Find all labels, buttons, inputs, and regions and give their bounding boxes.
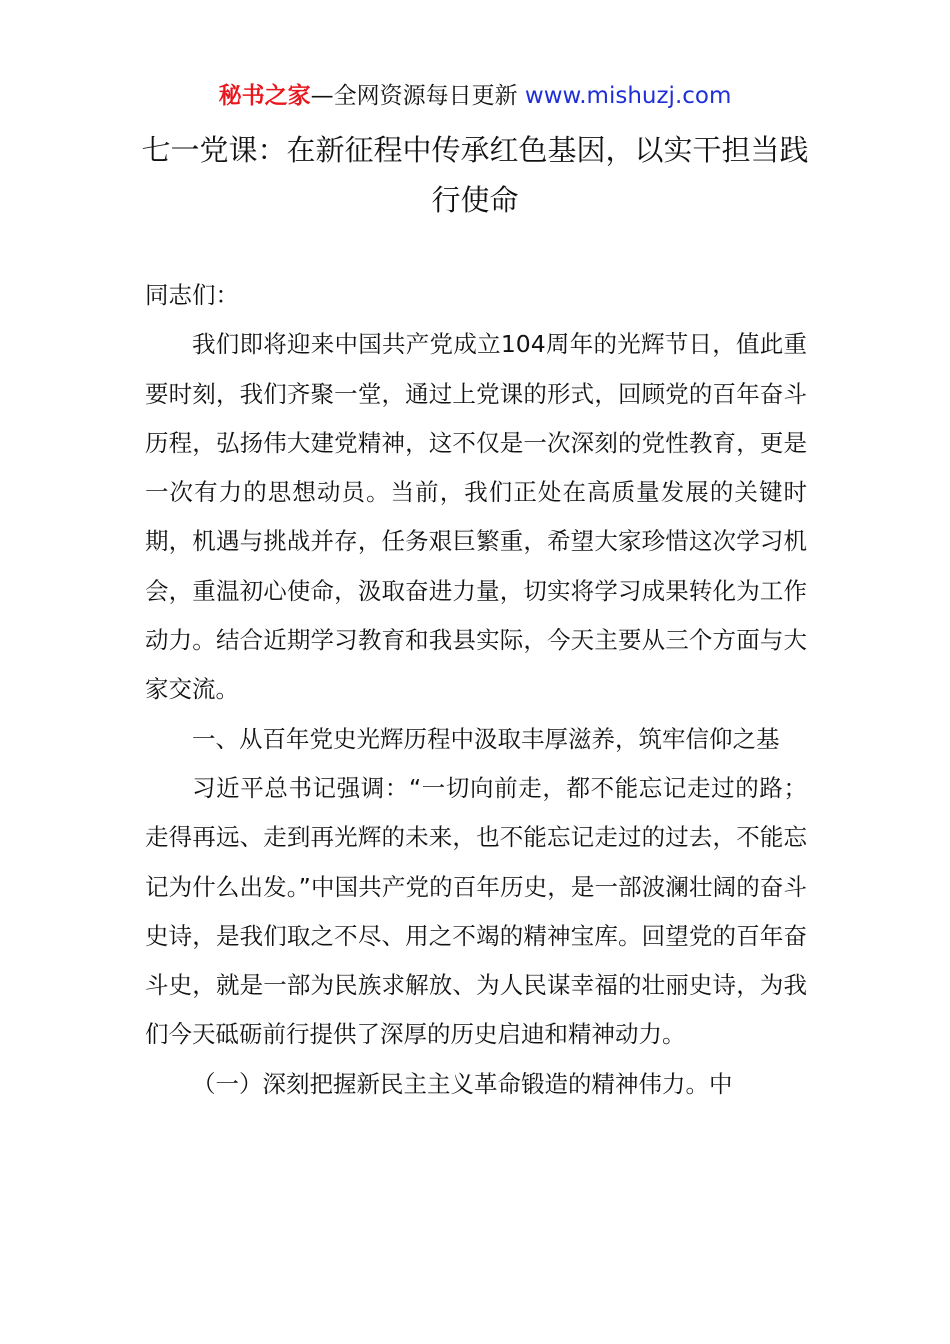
header-slogan: —全网资源每日更新 xyxy=(310,83,518,109)
salutation: 同志们： xyxy=(145,281,239,309)
site-url[interactable]: www.mishuzj.com xyxy=(524,83,732,109)
document-title: 七一党课：在新征程中传承红色基因，以实干担当践行使命 xyxy=(141,133,809,217)
document-body xyxy=(145,271,807,1109)
section-heading-1: 一、从百年党史光辉历程中汲取丰厚滋养，筑牢信仰之基 xyxy=(192,724,780,753)
subsection-heading-1: （一）深刻把握新民主主义革命锻造的精神伟力。中 xyxy=(192,1069,733,1098)
paragraph-section-1: 习近平总书记强调：“一切向前走，都不能忘记走过的路；走得再远、走到再光辉的未来，也不能忘记走过的过去，不能忘记为什么出发。”中国共产党的百年历史，是一部波澜壮阔的奋斗史诗，是我们取之不尽、用之不竭的精神宝库。回望党的百年奋斗史，就是一部为民族求解放、为人民谋幸福的壮丽史诗，为我们今天砥砺前行提供了深厚的历史启迪和精神动力。 xyxy=(145,773,807,1049)
site-header xyxy=(0,80,950,112)
brand-name: 秘书之家 xyxy=(218,83,311,109)
paragraph-intro: 我们即将迎来中国共产党成立104周年的光辉节日，值此重要时刻，我们齐聚一堂，通过上党课的形式，回顾党的百年奋斗历程，弘扬伟大建党精神，这不仅是一次深刻的党性教育，更是一次有力的思想动员。当前，我们正处在高质量发展的关键时期，机遇与挑战并存，任务艰巨繁重，希望大家珍惜这次学习机会，重温初心使命，汲取奋进力量，切实将学习成果转化为工作动力。结合近期学习教育和我县实际，今天主要从三个方面与大家交流。 xyxy=(145,330,807,704)
